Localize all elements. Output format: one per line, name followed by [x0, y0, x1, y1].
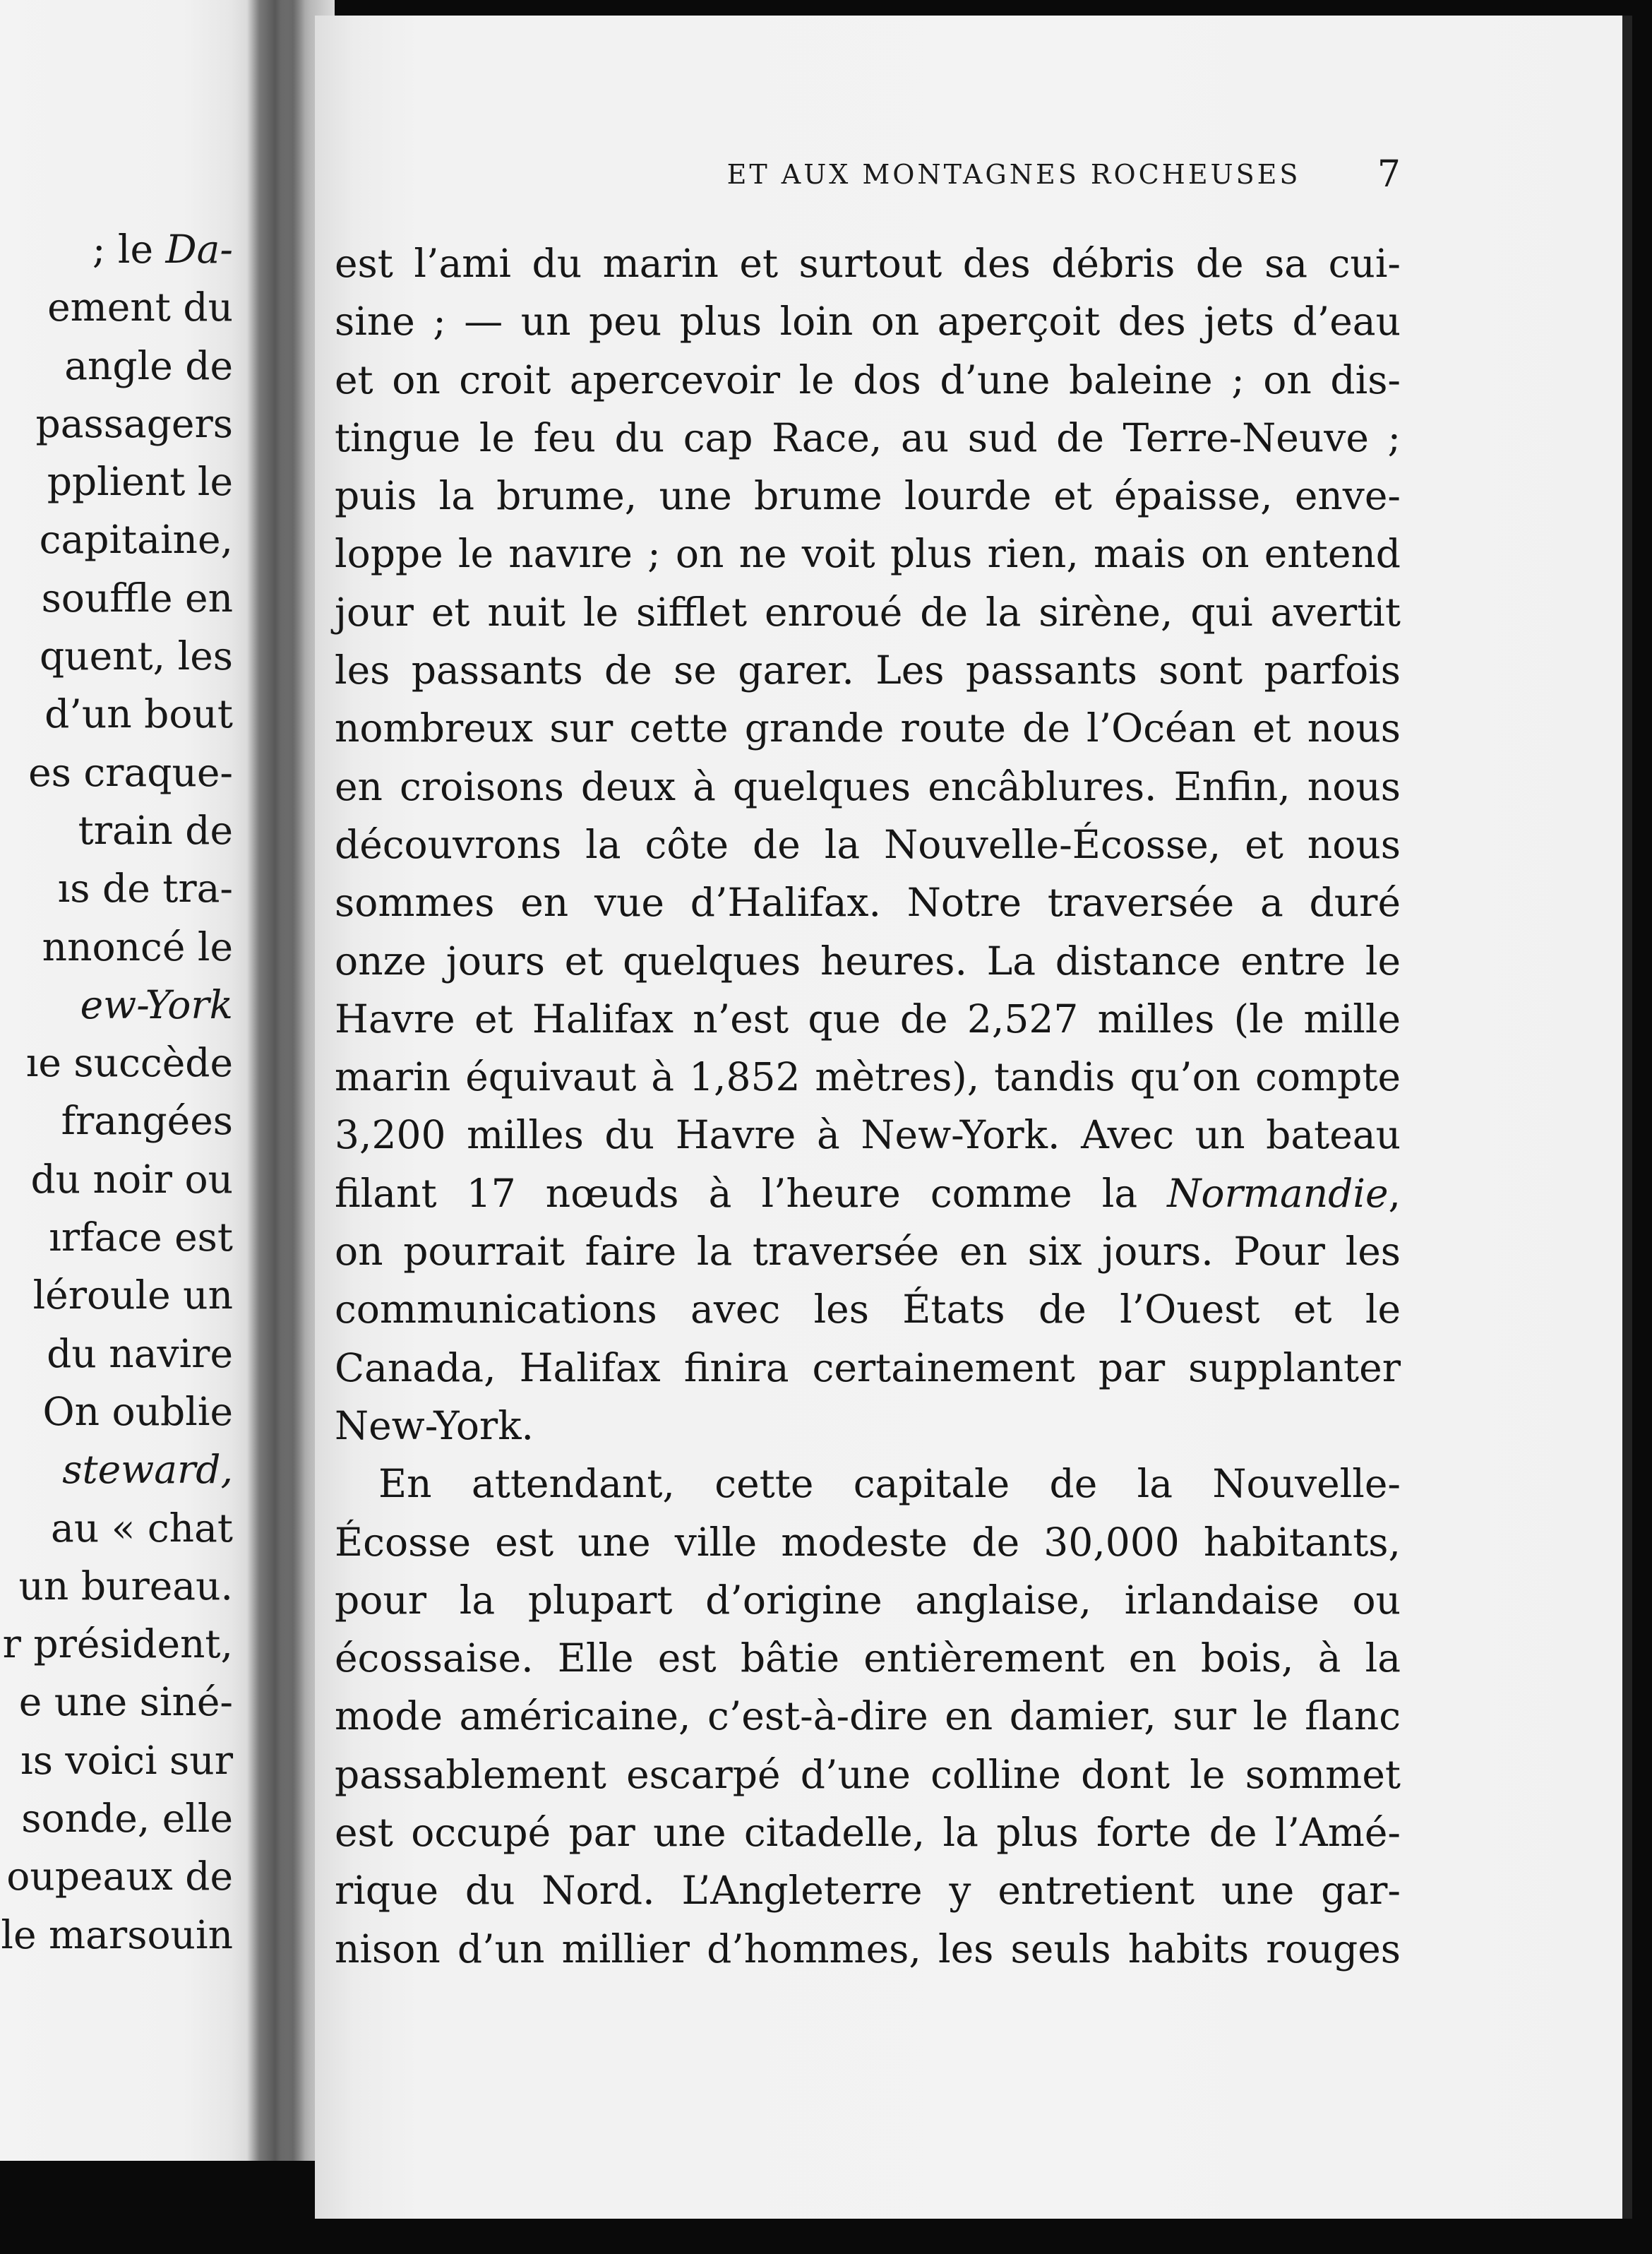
left-line: passagers [35, 400, 233, 446]
left-line: d’un bout [44, 691, 233, 737]
left-line: angle de [64, 342, 233, 388]
text-line: rique du Nord. L’Angleterre y entretient une gar- [335, 1868, 1401, 1914]
text-line: New-York. [335, 1402, 534, 1448]
ship-name: Normandie [1167, 1170, 1389, 1216]
text-line: et on croit apercevoir le dos d’une baleine ; on dis- [335, 357, 1401, 402]
page-body [335, 234, 1401, 1978]
left-line: du navire [47, 1330, 233, 1376]
text-line: nombreux sur cette grande route de l’Océan et nous [335, 705, 1401, 751]
left-line: un bureau. [18, 1563, 233, 1609]
page-header [315, 150, 1622, 199]
text-line: 3,200 milles du Havre à New-York. Avec un bateau [335, 1112, 1401, 1158]
text-line: filant 17 nœuds à l’heure comme la Normandie, [335, 1170, 1401, 1216]
text-line: marin équivaut à 1,852 mètres), tandis qu’on compte [335, 1054, 1401, 1100]
text-line: passablement escarpé d’une colline dont le sommet [335, 1751, 1401, 1797]
left-line: ıs de tra- [57, 866, 233, 912]
text-line: on pourrait faire la traversée en six jours. Pour les [335, 1229, 1401, 1275]
left-line: es craque- [28, 749, 233, 795]
text-line: est occupé par une citadelle, la plus forte de l’Amé- [335, 1810, 1401, 1856]
left-line: ement du [47, 285, 233, 330]
left-line: train de [78, 807, 233, 853]
text-line: en croisons deux à quelques encâblures. Enfin, nous [335, 763, 1401, 809]
left-line: On oublie [42, 1388, 233, 1434]
text-line: jour et nuit le sifflet enroué de la sirène, qui avertit [335, 589, 1401, 635]
left-line: léroule un [32, 1272, 233, 1318]
left-line: ıs voici sur [20, 1737, 233, 1783]
text-line: loppe le navıre ; on ne voit plus rien, mais on entend [335, 531, 1401, 577]
text-line: nison d’un millier d’hommes, les seuls habits rouges [335, 1926, 1401, 1972]
left-line: oupeaux de [6, 1854, 233, 1900]
text-line: est l’ami du marin et surtout des débris de sa cui- [335, 241, 1401, 286]
left-line: du noir ou [30, 1156, 233, 1202]
scan-border [0, 2219, 1652, 2254]
left-line: ıe succède [25, 1040, 233, 1086]
left-line: r président, [2, 1621, 233, 1667]
text-line: onze jours et quelques heures. La distance entre le [335, 938, 1401, 984]
left-line: le marsouin [1, 1912, 233, 1957]
text-line: sommes en vue d’Halifax. Notre traversée a duré [335, 880, 1401, 926]
left-line: au « chat [51, 1505, 233, 1551]
previous-page [0, 0, 263, 2161]
text-line: écossaise. Elle est bâtie entièrement en bois, à la [335, 1635, 1401, 1681]
text-line: Havre et Halifax n’est que de 2,527 milles (le mille [335, 996, 1401, 1042]
text-line: sine ; — un peu plus loin on aperçoit des jets d’eau [335, 299, 1401, 345]
text-line: communications avec les États de l’Ouest et le [335, 1287, 1401, 1332]
left-line: frangées [61, 1098, 233, 1144]
text-line: puis la brume, une brume lourde et épaisse, enve- [335, 473, 1401, 519]
left-line: ew-York [80, 982, 233, 1027]
left-line: souffle en [41, 575, 233, 621]
page-number: 7 [1377, 153, 1401, 196]
left-line: nnoncé le [42, 924, 233, 970]
text-line: les passants de se garer. Les passants sont parfois [335, 648, 1401, 693]
text-line: pour la plupart d’origine anglaise, irlandaise ou [335, 1577, 1401, 1623]
left-line: steward, [62, 1447, 233, 1493]
left-line: ırface est [49, 1215, 233, 1260]
left-line: ; le Da- [92, 227, 233, 272]
left-line: pplient le [47, 459, 233, 505]
text-line: découvrons la côte de la Nouvelle-Écosse, et nous [335, 821, 1401, 867]
gutter-shadow [281, 0, 305, 2161]
current-page [315, 16, 1632, 2219]
text-line: mode américaine, c’est-à-dire en damier, sur le flanc [335, 1693, 1401, 1739]
text-line: Écosse est une ville modeste de 30,000 habitants, [335, 1519, 1401, 1565]
text-line: tingue le feu du cap Race, au sud de Terre-Neuve ; [335, 415, 1401, 460]
text-line: En attendant, cette capitale de la Nouvelle- [378, 1461, 1401, 1507]
previous-page-text [0, 220, 233, 1964]
running-head: ET AUX MONTAGNES ROCHEUSES [726, 159, 1301, 190]
text-line: Canada, Halifax finira certainement par supplanter [335, 1344, 1401, 1390]
left-line: sonde, elle [21, 1796, 233, 1842]
left-line: quent, les [39, 633, 233, 679]
left-line: capitaine, [39, 517, 233, 563]
left-line: e une siné- [18, 1679, 233, 1725]
